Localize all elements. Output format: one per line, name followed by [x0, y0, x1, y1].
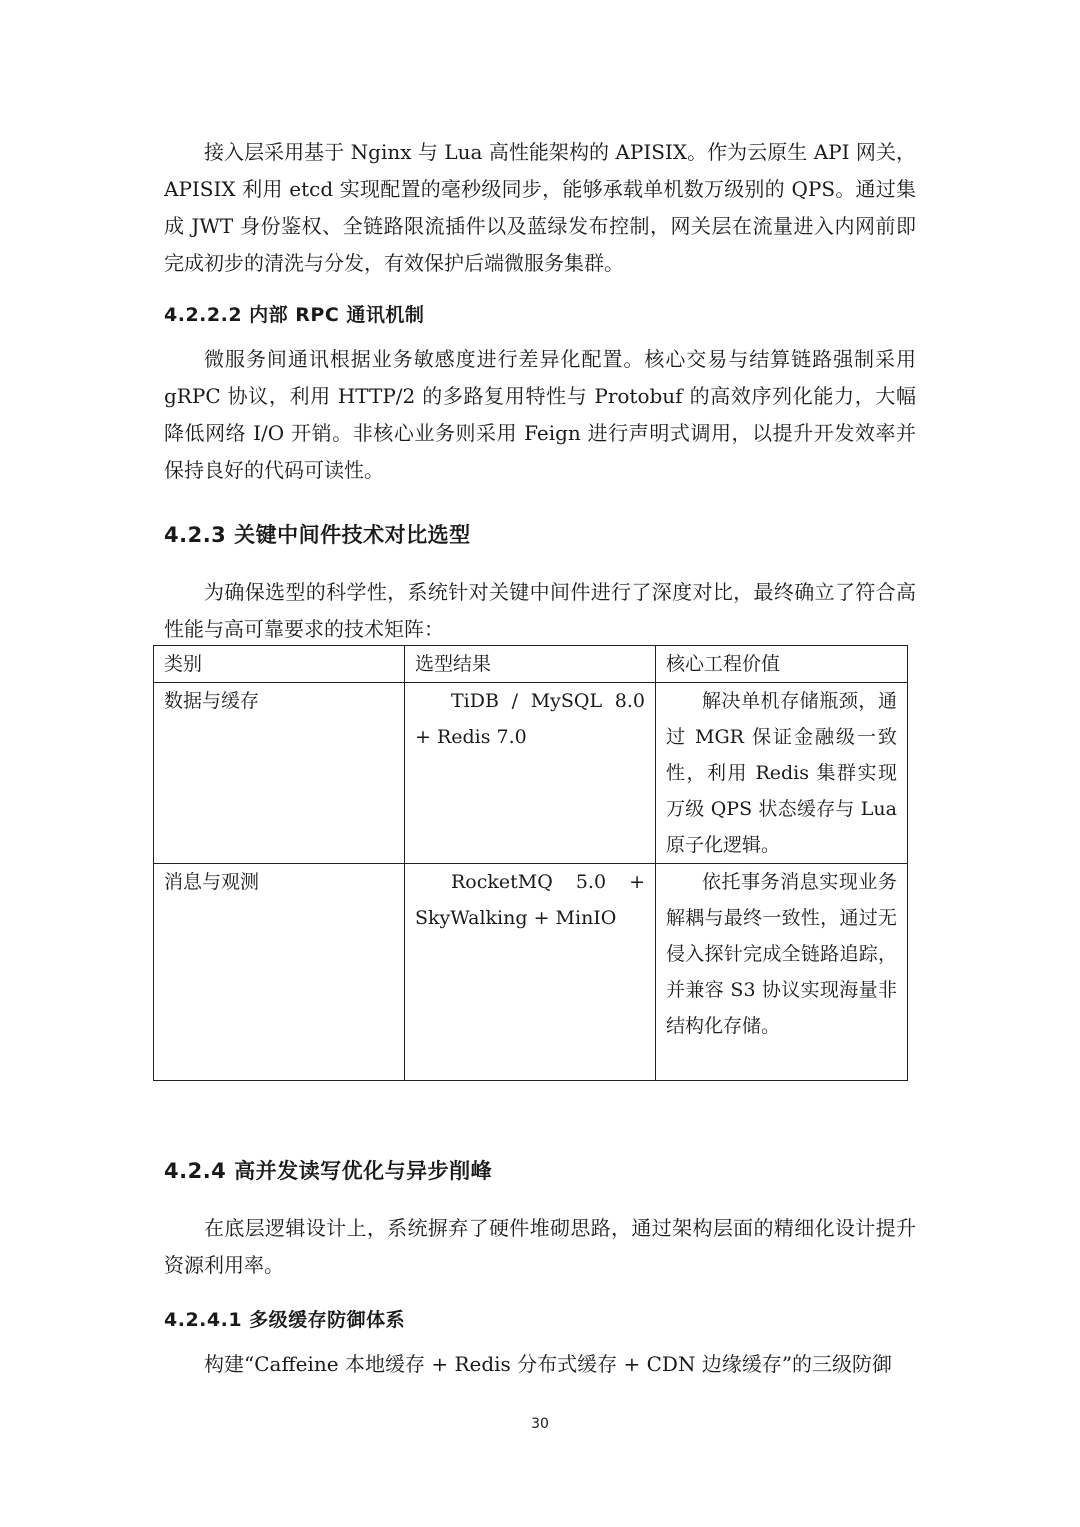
- middleware-comparison-table: [153, 645, 908, 1081]
- table-cell: 解决单机存储瓶颈，通过 MGR 保证金融级一致性，利用 Redis 集群实现万级 QPS 状态缓存与 Lua 原子化逻辑。: [656, 683, 908, 864]
- heading-4-2-4-1: 4.2.4.1 多级缓存防御体系: [164, 1309, 406, 1331]
- page-number: 30: [531, 1416, 549, 1432]
- paragraph-resource-utilization: 在底层逻辑设计上，系统摒弃了硬件堆砌思路，通过架构层面的精细化设计提升资源利用率。: [164, 1216, 916, 1277]
- heading-4-2-4: 4.2.4 高并发读写优化与异步削峰: [164, 1159, 493, 1183]
- table-header-cell: 核心工程价值: [656, 646, 908, 683]
- paragraph-rpc: 微服务间通讯根据业务敏感度进行差异化配置。核心交易与结算链路强制采用 gRPC 协议，利用 HTTP/2 的多路复用特性与 Protobuf 的高效序列化能力，大幅降低网络 I/O 开销。非核心业务则采用 Feign 进行声明式调用，以提升开发效率并保持良好的代码可读性。: [164, 347, 916, 482]
- table-header-cell: 类别: [154, 646, 405, 683]
- paragraph-apisix: 接入层采用基于 Nginx 与 Lua 高性能架构的 APISIX。作为云原生 API 网关，APISIX 利用 etcd 实现配置的毫秒级同步，能够承载单机数万级别的 QPS。通过集成 JWT 身份鉴权、全链路限流插件以及蓝绿发布控制，网关层在流量进入内网前即完成初步的清洗与分发，有效保护后端微服务集群。: [164, 140, 916, 275]
- table-cell: RocketMQ 5.0 + SkyWalking + MinIO: [405, 864, 656, 1081]
- paragraph-matrix-intro: 为确保选型的科学性，系统针对关键中间件进行了深度对比，最终确立了符合高性能与高可靠要求的技术矩阵：: [164, 580, 916, 641]
- paragraph-multilevel-cache: 构建“Caffeine 本地缓存 + Redis 分布式缓存 + CDN 边缘缓存”的三级防御: [204, 1352, 893, 1376]
- table-cell: 消息与观测: [154, 864, 405, 1081]
- table-row: [154, 683, 908, 864]
- table-cell: TiDB / MySQL 8.0 + Redis 7.0: [405, 683, 656, 864]
- heading-4-2-3: 4.2.3 关键中间件技术对比选型: [164, 523, 471, 547]
- table-row: [154, 864, 908, 1081]
- heading-4-2-2-2: 4.2.2.2 内部 RPC 通讯机制: [164, 304, 425, 326]
- table-cell: 数据与缓存: [154, 683, 405, 864]
- table-header-cell: 选型结果: [405, 646, 656, 683]
- table-cell: 依托事务消息实现业务解耦与最终一致性，通过无侵入探针完成全链路追踪，并兼容 S3 协议实现海量非结构化存储。: [656, 864, 908, 1081]
- table-header-row: [154, 646, 908, 683]
